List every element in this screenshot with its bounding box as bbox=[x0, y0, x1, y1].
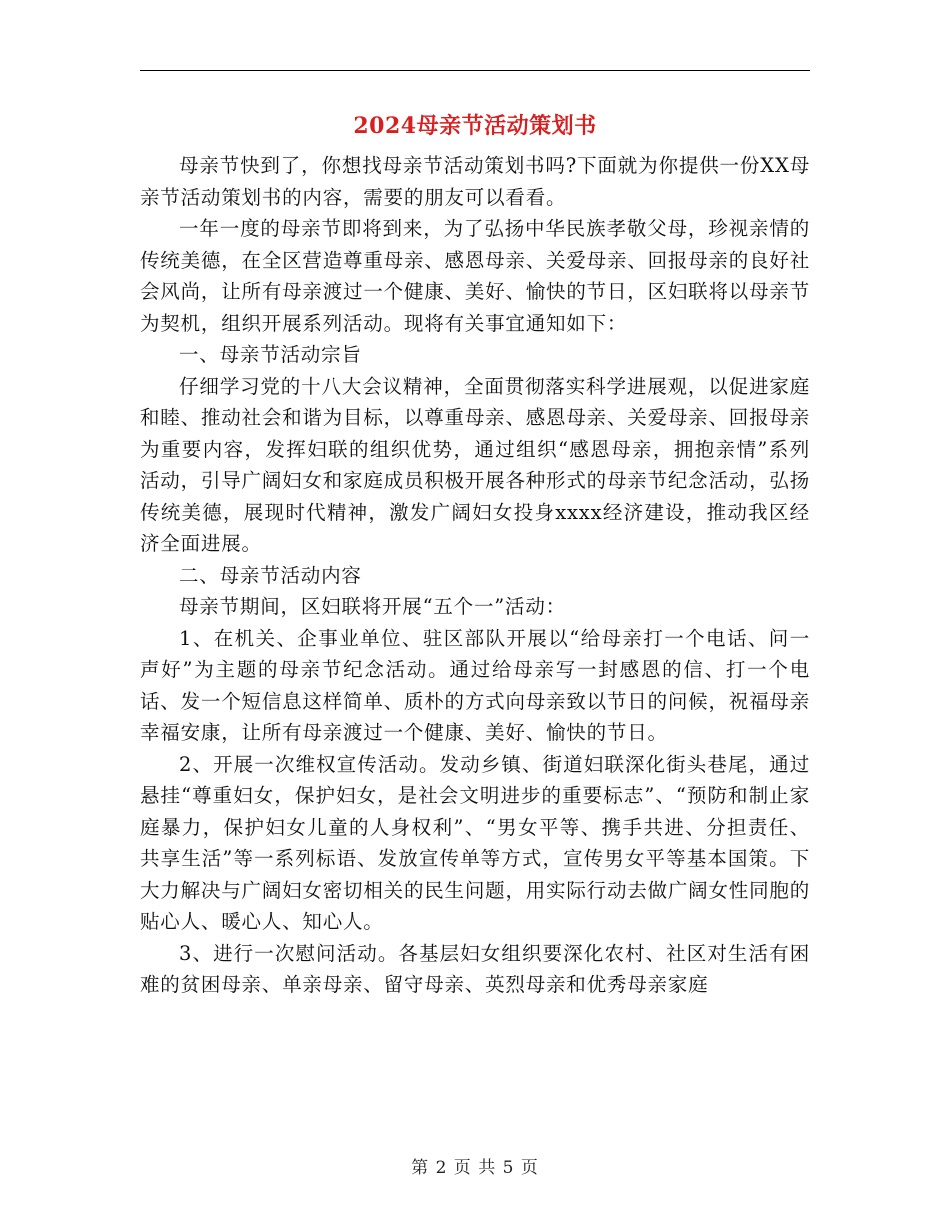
paragraph-purpose: 仔细学习党的十八大会议精神，全面贯彻落实科学进展观，以促进家庭和睦、推动社会和谐为目标，以尊重母亲、感恩母亲、关爱母亲、回报母亲为重要内容，发挥妇联的组织优势，通过组织“感恩母亲，拥抱亲情”系列活动，引导广阔妇女和家庭成员积极开展各种形式的母亲节纪念活动，弘扬传统美德，展现时代精神，激发广阔妇女投身xxxx经济建设，推动我区经济全面进展。 bbox=[140, 374, 810, 555]
document-body bbox=[140, 150, 810, 1001]
document-title: 2024母亲节活动策划书 bbox=[353, 113, 597, 139]
paragraph-five-ones: 母亲节期间，区妇联将开展“五个一”活动： bbox=[179, 595, 566, 618]
list-item-2: 2、开展一次维权宣传活动。发动乡镇、街道妇联深化街头巷尾，通过悬挂“尊重妇女，保护妇女，是社会文明进步的重要标志”、“预防和制止家庭暴力，保护妇女儿童的人身权利”、“男女平等、携手共进、分担责任、共享生活”等一系列标语、发放宣传单等方式，宣传男女平等基本国策。下大力解决与广阔妇女密切相关的民生问题，用实际行动去做广阔女性同胞的贴心人、暖心人、知心人。 bbox=[140, 752, 810, 933]
page-number-footer: 第 2 页 共 5 页 bbox=[411, 1158, 539, 1178]
section-heading-content: 二、母亲节活动内容 bbox=[179, 563, 362, 587]
list-item-3: 3、进行一次慰问活动。各基层妇女组织要深化农村、社区对生活有困难的贫困母亲、单亲母亲、留守母亲、英烈母亲和优秀母亲家庭 bbox=[140, 941, 810, 996]
paragraph-intro: 母亲节快到了，你想找母亲节活动策划书吗?下面就为你提供一份XX母亲节活动策划书的内容，需要的朋友可以看看。 bbox=[140, 154, 810, 209]
list-item-1: 1、在机关、企事业单位、驻区部队开展以“给母亲打一个电话、问一声好”为主题的母亲节纪念活动。通过给母亲写一封感恩的信、打一个电话、发一个短信息这样简单、质朴的方式向母亲致以节日的问候，祝福母亲幸福安康，让所有母亲渡过一个健康、美好、愉快的节日。 bbox=[140, 626, 810, 744]
paragraph-background: 一年一度的母亲节即将到来，为了弘扬中华民族孝敬父母，珍视亲情的传统美德，在全区营造尊重母亲、感恩母亲、关爱母亲、回报母亲的良好社会风尚，让所有母亲渡过一个健康、美好、愉快的节日，区妇联将以母亲节为契机，组织开展系列活动。现将有关事宜通知如下： bbox=[140, 217, 810, 335]
section-heading-purpose: 一、母亲节活动宗旨 bbox=[179, 343, 362, 366]
header-rule bbox=[140, 70, 810, 71]
